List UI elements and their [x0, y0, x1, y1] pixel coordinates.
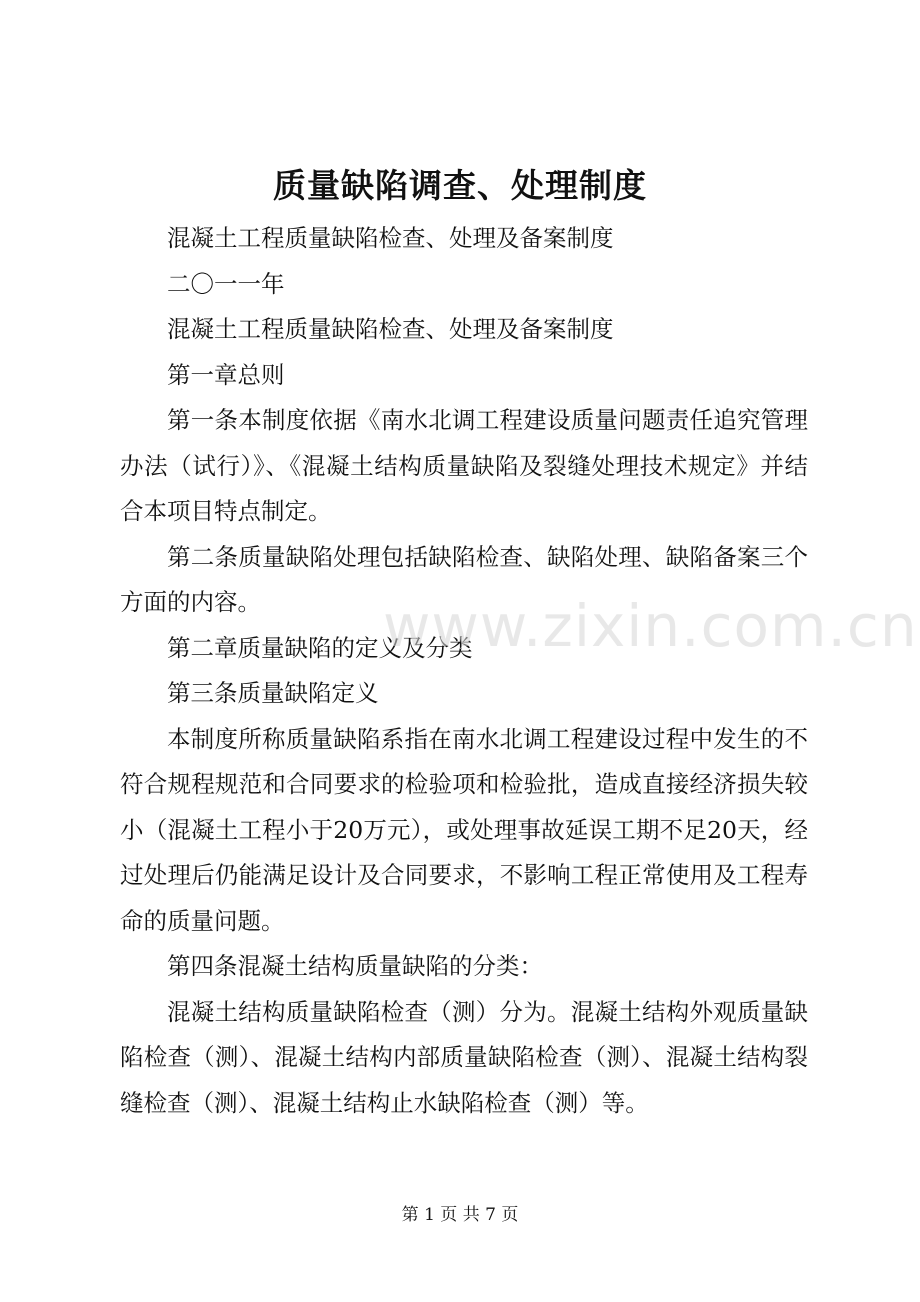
document-body — [120, 216, 808, 1126]
paragraph: 第二条质量缺陷处理包括缺陷检查、缺陷处理、缺陷备案三个方面的内容。 — [120, 542, 808, 616]
paragraph: 第一条本制度依据《南水北调工程建设质量问题责任追究管理办法（试行）》、《混凝土结构质量缺陷及裂缝处理技术规定》并结合本项目特点制定。 — [120, 406, 808, 525]
paragraph: 第四条混凝土结构质量缺陷的分类： — [167, 952, 543, 980]
paragraph: 混凝土工程质量缺陷检查、处理及备案制度 — [167, 315, 614, 343]
paragraph: 混凝土结构质量缺陷检查（测）分为。混凝土结构外观质量缺陷检查（测）、混凝土结构内部质量缺陷检查（测）、混凝土结构裂缝检查（测）、混凝土结构止水缺陷检查（测）等。 — [120, 997, 808, 1117]
paragraph: 本制度所称质量缺陷系指在南水北调工程建设过程中发生的不符合规程规范和合同要求的检验项和检验批，造成直接经济损失较小（混凝土工程小于20万元），或处理事故延误工期不足20天，经过处理后仍能满足设计及合同要求，不影响工程正常使用及工程寿命的质量问题。 — [120, 724, 808, 935]
paragraph: 混凝土工程质量缺陷检查、处理及备案制度 — [167, 224, 614, 252]
paragraph: 第三条质量缺陷定义 — [167, 679, 379, 707]
page-number-footer: 第 1 页 共 7 页 — [401, 1205, 519, 1225]
paragraph: 二〇一一年 — [167, 269, 285, 298]
paragraph: 第二章质量缺陷的定义及分类 — [167, 633, 473, 662]
paragraph: 第一章总则 — [167, 360, 285, 389]
document-title: 质量缺陷调查、处理制度 — [273, 166, 647, 205]
watermark: www.zixin.com.cn — [383, 592, 918, 660]
